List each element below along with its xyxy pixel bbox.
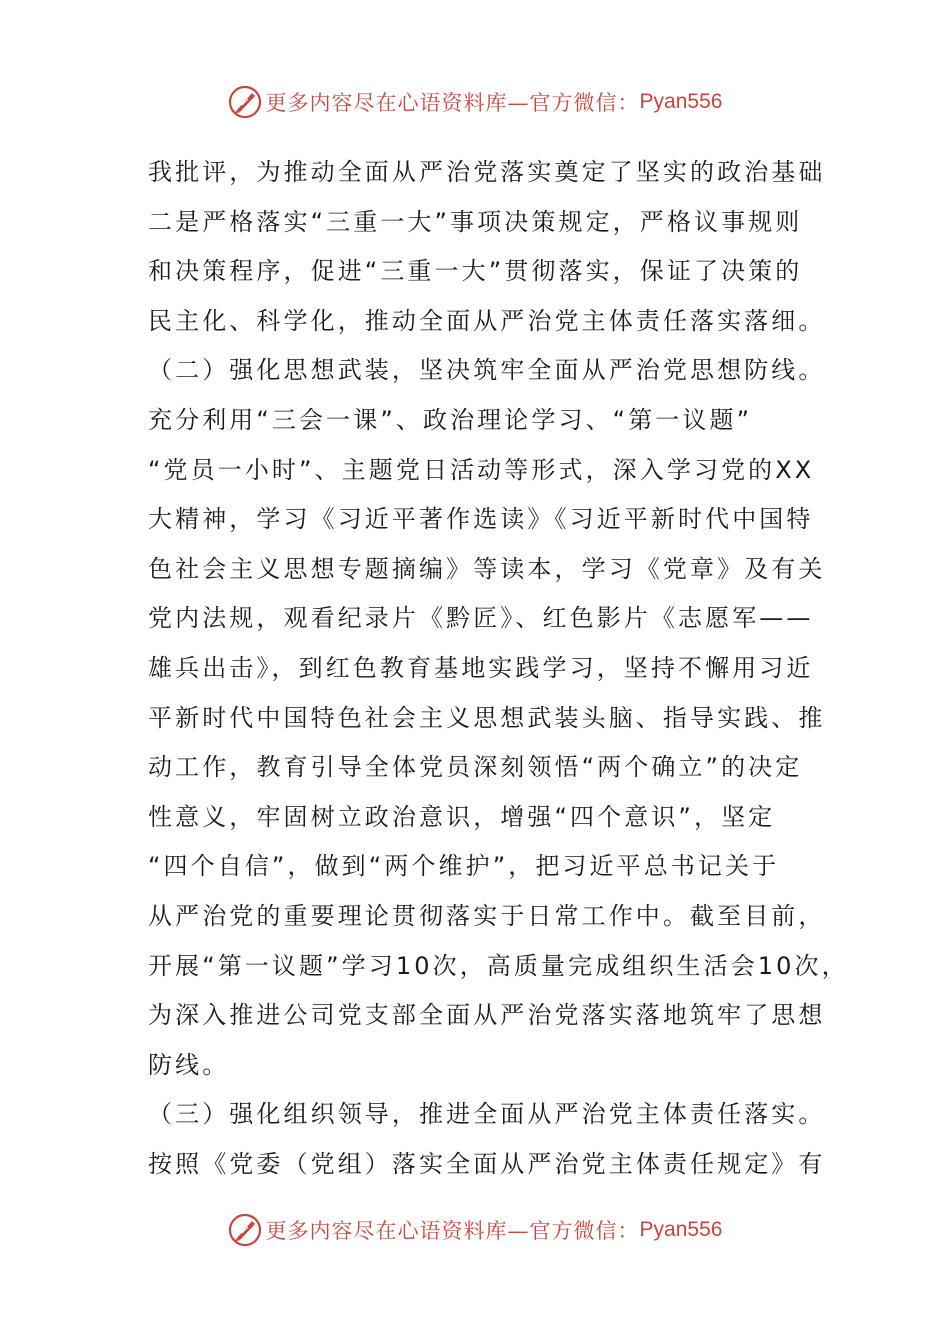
section-heading: （二）强化思想武装，坚决筑牢全面从严治党思想防线。 bbox=[148, 356, 826, 385]
header-banner-text: 更多内容尽在心语资料库—官方微信： bbox=[265, 91, 640, 115]
body-line: 平新时代中国特色社会主义思想武装头脑、指导实践、推 bbox=[148, 703, 826, 732]
header-banner bbox=[0, 82, 950, 122]
body-line: 党内法规，观看纪录片《黔匠》、红色影片《志愿军—— bbox=[148, 604, 814, 633]
section-heading: （三）强化组织领导，推进全面从严治党主体责任落实。 bbox=[148, 1100, 826, 1129]
body-line: 色社会主义思想专题摘编》等读本，学习《党章》及有关 bbox=[148, 554, 826, 583]
body-line: 和决策程序，促进“三重一大”贯彻落实，保证了决策的 bbox=[148, 257, 803, 286]
footer-banner bbox=[0, 1210, 950, 1250]
body-line: “党员一小时”、主题党日活动等形式，深入学习党的XX bbox=[148, 455, 815, 484]
feather-pen-logo-icon bbox=[228, 1213, 262, 1247]
body-line: 雄兵出击》，到红色教育基地实践学习，坚持不懈用习近 bbox=[148, 653, 814, 682]
body-line: 我批评，为推动全面从严治党落实奠定了坚实的政治基础 bbox=[148, 158, 826, 186]
body-line: 动工作，教育引导全体党员深刻领悟“两个确立”的决定 bbox=[148, 753, 803, 782]
body-line: 为深入推进公司党支部全面从严治党落实落地筑牢了思想 bbox=[148, 1001, 826, 1030]
footer-wechat-id: Pyan556 bbox=[639, 1218, 723, 1241]
body-line: 开展“第一议题”学习10次，高质量完成组织生活会10次， bbox=[148, 951, 849, 980]
document-body bbox=[148, 148, 849, 1189]
body-line: “四个自信”，做到“两个维护”，把习近平总书记关于 bbox=[148, 852, 780, 881]
body-line: 性意义，牢固树立政治意识，增强“四个意识”，坚定 bbox=[148, 802, 776, 831]
body-line: 大精神，学习《习近平著作选读》《习近平新时代中国特 bbox=[148, 505, 814, 534]
body-line: 二是严格落实“三重一大”事项决策规定，严格议事规则 bbox=[148, 207, 803, 236]
body-line: 防线。 bbox=[148, 1050, 230, 1079]
header-wechat-id: Pyan556 bbox=[639, 90, 723, 113]
feather-pen-logo-icon bbox=[228, 85, 262, 119]
body-line: 民主化、科学化，推动全面从严治党主体责任落实落细。 bbox=[148, 306, 826, 335]
body-line: 从严治党的重要理论贯彻落实于日常工作中。截至目前， bbox=[148, 901, 826, 930]
body-line: 按照《党委（党组）落实全面从严治党主体责任规定》有 bbox=[148, 1149, 826, 1178]
footer-banner-text: 更多内容尽在心语资料库—官方微信： bbox=[265, 1219, 640, 1243]
body-line: 充分利用“三会一课”、政治理论学习、“第一议题” bbox=[148, 405, 753, 434]
